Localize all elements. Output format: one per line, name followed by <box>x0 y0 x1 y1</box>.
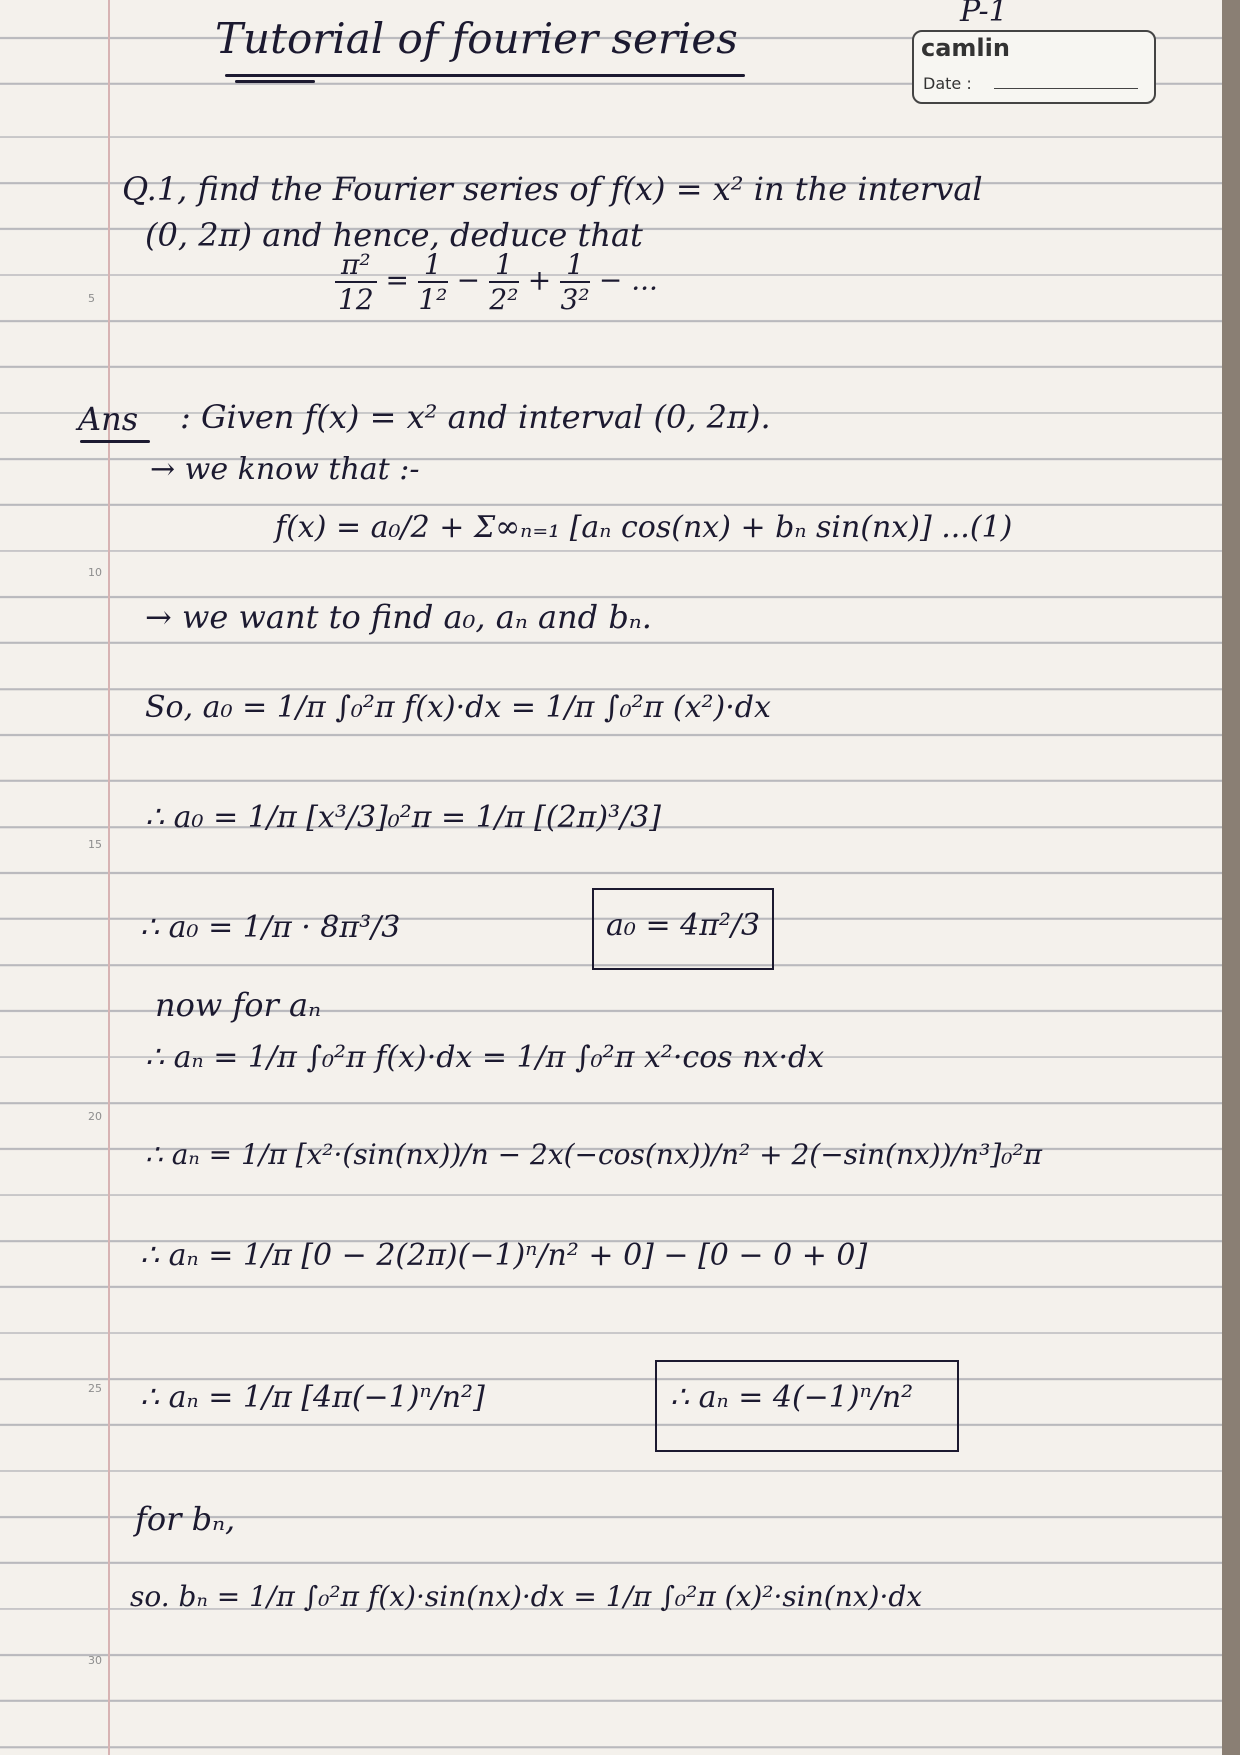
fraction: $\frac{\text{π²}}{12}$ <box>335 248 377 316</box>
a0-line-1: So, a₀ = 1/π ∫₀²π f(x)·dx = 1/π ∫₀²π (x²)·dx <box>145 690 771 725</box>
want-line: → we want to find a₀, aₙ and bₙ. <box>145 598 652 636</box>
fraction: $\frac{1}{\text{1²}}$ <box>418 248 448 316</box>
series-equation: f(x) = a₀/2 + Σ∞ₙ₌₁ [aₙ cos(nx) + bₙ sin(nx)] ...(1) <box>275 510 1013 545</box>
fraction: $\frac{1}{\text{3²}}$ <box>560 248 590 316</box>
date-line <box>994 88 1138 89</box>
line-number: 30 <box>88 1654 102 1667</box>
page-reference: P-1 <box>960 0 1008 29</box>
deduce-equation: $\frac{\text{π²}}{12}$ = $\frac{1}{\text{1²}}$ − $\frac{1}{\text{2²}}$ + $\frac{1}{\text{3²}}$ − ... <box>335 248 658 316</box>
an-line-3: ∴ aₙ = 1/π [0 − 2(2π)(−1)ⁿ/n² + 0] − [0 − 0 + 0] <box>140 1238 868 1273</box>
fraction: $\frac{1}{\text{2²}}$ <box>489 248 519 316</box>
an-intro: now for aₙ <box>155 986 322 1024</box>
question-line-2: (0, 2π) and hence, deduce that <box>145 216 643 254</box>
answer-label: Ans <box>78 400 139 438</box>
a0-result: a₀ = 4π²/3 <box>606 908 761 943</box>
line-number: 10 <box>88 566 102 579</box>
line-number: 15 <box>88 838 102 851</box>
an-line-4: ∴ aₙ = 1/π [4π(−1)ⁿ/n²] <box>140 1380 485 1415</box>
date-label: Date : <box>923 74 972 93</box>
we-know-line: → we know that :- <box>150 452 420 487</box>
an-line-1: ∴ aₙ = 1/π ∫₀²π f(x)·dx = 1/π ∫₀²π x²·cos nx·dx <box>145 1040 825 1075</box>
an-result: ∴ aₙ = 4(−1)ⁿ/n² <box>670 1380 914 1415</box>
bn-line-1: so. bₙ = 1/π ∫₀²π f(x)·sin(nx)·dx = 1/π ∫₀²π (x)²·sin(nx)·dx <box>130 1580 923 1613</box>
a0-line-2: ∴ a₀ = 1/π [x³/3]₀²π = 1/π [(2π)³/3] <box>145 800 662 835</box>
given-line: : Given f(x) = x² and interval (0, 2π). <box>180 398 771 436</box>
answer-underline <box>80 440 150 443</box>
title-underline <box>225 74 745 77</box>
brand-logo: camlin <box>921 34 1010 62</box>
brand-date-box <box>912 30 1156 104</box>
margin-line <box>108 0 110 1755</box>
bn-intro: for bₙ, <box>135 1500 236 1538</box>
title-underline <box>235 80 315 83</box>
page-title: Tutorial of fourier series <box>215 14 738 63</box>
line-number: 20 <box>88 1110 102 1123</box>
a0-line-3: ∴ a₀ = 1/π · 8π³/3 <box>140 910 401 945</box>
an-line-2: ∴ aₙ = 1/π [x²·(sin(nx))/n − 2x(−cos(nx))/n² + 2(−sin(nx))/n³]₀²π <box>145 1138 1043 1171</box>
line-number: 25 <box>88 1382 102 1395</box>
line-number: 5 <box>88 292 95 305</box>
question-line-1: Q.1, find the Fourier series of f(x) = x² in the interval <box>122 170 983 208</box>
